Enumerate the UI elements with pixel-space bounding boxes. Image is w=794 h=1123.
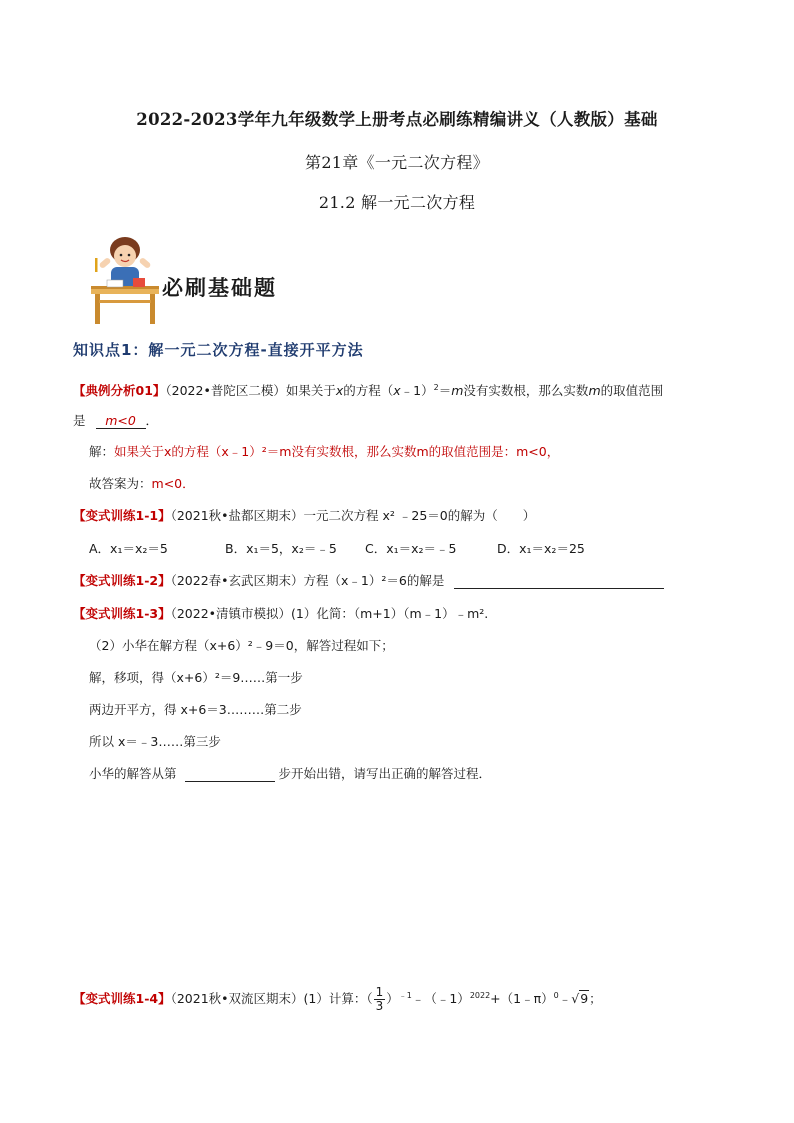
knowledge-point-heading: 知识点1：解一元二次方程-直接开平方法 bbox=[73, 341, 364, 359]
exercise-1-1-stem: 【变式训练1-1】（2021秋•盐都区期末）一元二次方程 x² ﹣25＝0的解为（ ） bbox=[73, 508, 536, 523]
student-at-desk-illustration bbox=[85, 230, 163, 326]
example-01-conclusion: 故答案为：m<0． bbox=[89, 476, 195, 491]
fraction-one-third: $\frac{1}{3}$ bbox=[375, 985, 384, 1013]
exercise-1-3-step1: 解，移项，得（x+6）²＝9……第一步 bbox=[89, 670, 303, 685]
sqrt-symbol-icon: √ bbox=[571, 991, 580, 1006]
example-01-answer-blank: m<0 bbox=[96, 413, 146, 429]
banner-title: 必刷基础题 bbox=[162, 276, 277, 300]
exercise-1-1-option-b: B．x₁＝5，x₂＝﹣5 bbox=[225, 541, 337, 556]
exercise-1-3-step3: 所以 x＝﹣3……第三步 bbox=[89, 734, 221, 749]
example-01-line2: 是 m<0 ． bbox=[73, 413, 159, 428]
exercise-1-1-option-a: A．x₁＝x₂＝5 bbox=[89, 541, 168, 556]
exercise-1-3-answer-blank bbox=[185, 766, 275, 782]
chapter-title: 第21章《一元二次方程》 bbox=[305, 153, 489, 172]
exercise-1-2-stem: 【变式训练1-2】（2022春•玄武区期末）方程（x﹣1）²＝6的解是 bbox=[73, 571, 664, 589]
exercise-1-1-option-d: D．x₁＝x₂＝25 bbox=[497, 541, 585, 556]
example-01-tag: 【典例分析01】 bbox=[73, 383, 166, 398]
exercise-1-3-part2: （2）小华在解方程（x+6）²﹣9＝0，解答过程如下； bbox=[89, 638, 394, 653]
document-title: 2022-2023学年九年级数学上册考点必刷练精编讲义（人教版）基础 bbox=[136, 110, 658, 129]
example-01-solution: 解：如果关于x的方程（x﹣1）²＝m没有实数根，那么实数m的取值范围是：m<0， bbox=[89, 444, 560, 459]
exercise-1-1-option-c: C．x₁＝x₂＝﹣5 bbox=[365, 541, 457, 556]
exercise-1-3-tag: 【变式训练1-3】 bbox=[73, 606, 171, 621]
exercise-1-2-tag: 【变式训练1-2】 bbox=[73, 573, 171, 588]
exercise-1-3-question: 小华的解答从第 步开始出错，请写出正确的解答过程． bbox=[89, 766, 492, 781]
exercise-1-4-stem: 【变式训练1-4】（2021秋•双流区期末）(1）计算：（ $\frac{1}{3}$ ）$^{﹣1}$﹣（﹣1）$^{2022}$+（1﹣π）$^0$﹣√9； bbox=[73, 985, 602, 1013]
exercise-1-3-stem: 【变式训练1-3】（2022•清镇市模拟）(1）化简：（m+1）（m﹣1）﹣m². bbox=[73, 606, 489, 621]
example-01-line1: 【典例分析01】（2022•普陀区二模）如果关于x的方程（x﹣1）$^2$＝m没有实数根，那么实数m的取值范围 bbox=[73, 382, 664, 398]
exercise-1-4-tag: 【变式训练1-4】 bbox=[73, 991, 171, 1006]
exercise-1-3-step2: 两边开平方，得 x+6＝3………第二步 bbox=[89, 702, 302, 717]
exercise-1-2-answer-blank bbox=[454, 573, 664, 589]
section-title: 21.2 解一元二次方程 bbox=[318, 193, 476, 212]
exercise-1-1-tag: 【变式训练1-1】 bbox=[73, 508, 171, 523]
